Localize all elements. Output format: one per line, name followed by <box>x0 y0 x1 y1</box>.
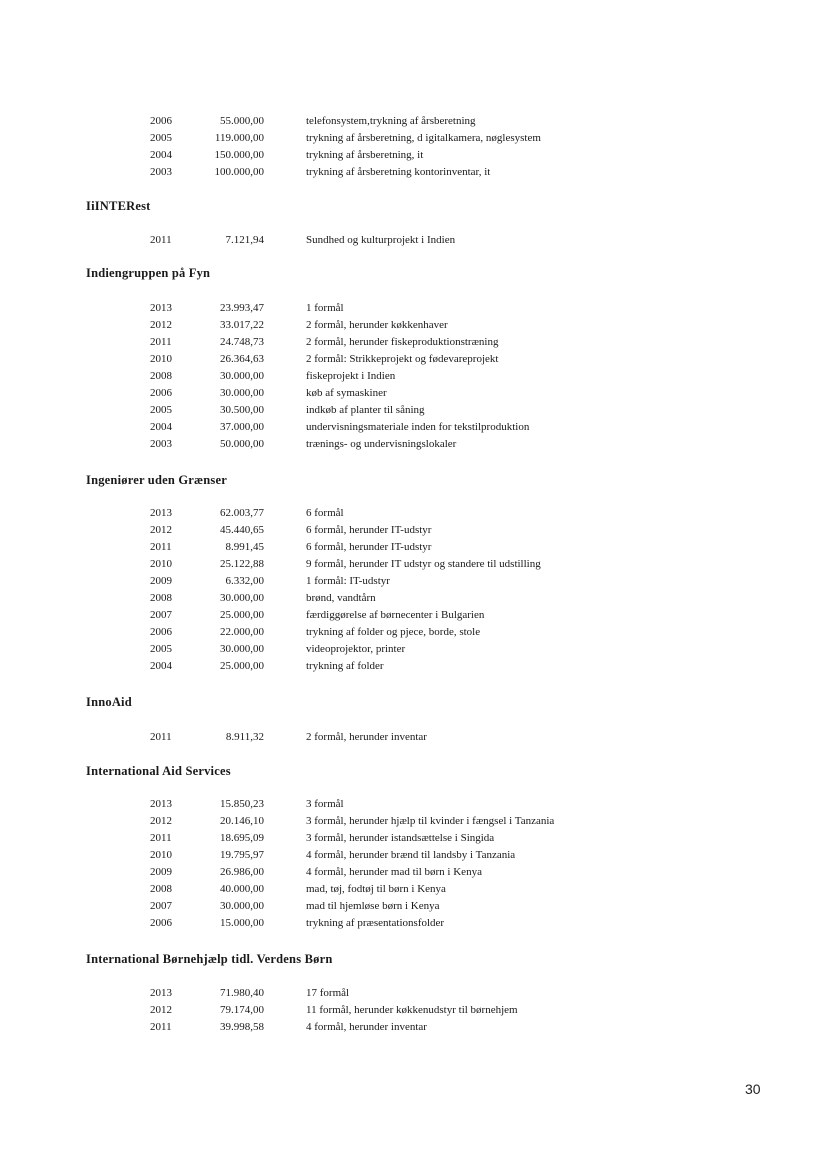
table-row <box>0 917 825 933</box>
year-cell: 2006 <box>150 115 172 127</box>
amount-cell: 23.993,47 <box>220 302 264 314</box>
purpose-cell: telefonsystem,trykning af årsberetning <box>306 115 476 127</box>
purpose-cell: 17 formål <box>306 987 350 999</box>
table-row <box>0 660 825 676</box>
purpose-cell: trykning af folder og pjece, borde, stole <box>306 626 481 638</box>
year-cell: 2007 <box>150 609 172 621</box>
table-row <box>0 353 825 369</box>
year-cell: 2011 <box>150 336 172 348</box>
amount-cell: 8.911,32 <box>225 731 264 743</box>
amount-cell: 30.000,00 <box>220 900 264 912</box>
year-cell: 2006 <box>150 387 172 399</box>
amount-cell: 7.121,94 <box>225 234 264 246</box>
year-cell: 2011 <box>150 541 172 553</box>
year-cell: 2004 <box>150 149 172 161</box>
purpose-cell: mad til hjemløse børn i Kenya <box>306 900 440 912</box>
table-row <box>0 866 825 882</box>
table-row <box>0 541 825 557</box>
year-cell: 2010 <box>150 353 172 365</box>
amount-cell: 40.000,00 <box>220 883 264 895</box>
year-cell: 2012 <box>150 319 172 331</box>
amount-cell: 20.146,10 <box>220 815 264 827</box>
year-cell: 2008 <box>150 883 172 895</box>
table-row <box>0 731 825 747</box>
table-row <box>0 115 825 131</box>
year-cell: 2013 <box>150 302 172 314</box>
year-cell: 2013 <box>150 507 172 519</box>
year-cell: 2009 <box>150 866 172 878</box>
table-row <box>0 1004 825 1020</box>
amount-cell: 26.364,63 <box>220 353 264 365</box>
amount-cell: 30.000,00 <box>220 387 264 399</box>
purpose-cell: trykning af årsberetning, it <box>306 149 424 161</box>
table-row <box>0 336 825 352</box>
amount-cell: 37.000,00 <box>220 421 264 433</box>
year-cell: 2011 <box>150 731 172 743</box>
table-row <box>0 524 825 540</box>
table-row <box>0 149 825 165</box>
purpose-cell: 6 formål <box>306 507 344 519</box>
year-cell: 2006 <box>150 917 172 929</box>
table-row <box>0 421 825 437</box>
year-cell: 2003 <box>150 166 172 178</box>
year-cell: 2008 <box>150 370 172 382</box>
table-row <box>0 592 825 608</box>
purpose-cell: trykning af folder <box>306 660 384 672</box>
org-heading: InnoAid <box>86 695 132 709</box>
purpose-cell: fiskeprojekt i Indien <box>306 370 396 382</box>
year-cell: 2005 <box>150 404 172 416</box>
purpose-cell: trykning af årsberetning kontorinventar, it <box>306 166 491 178</box>
purpose-cell: trykning af årsberetning, d igitalkamera, nøglesystem <box>306 132 541 144</box>
year-cell: 2005 <box>150 643 172 655</box>
amount-cell: 150.000,00 <box>214 149 264 161</box>
purpose-cell: 11 formål, herunder køkkenudstyr til børnehjem <box>306 1004 518 1016</box>
table-row <box>0 370 825 386</box>
purpose-cell: undervisningsmateriale inden for tekstilproduktion <box>306 421 530 433</box>
purpose-cell: 4 formål, herunder brænd til landsby i Tanzania <box>306 849 516 861</box>
amount-cell: 119.000,00 <box>214 132 264 144</box>
amount-cell: 30.000,00 <box>220 592 264 604</box>
table-row <box>0 987 825 1003</box>
purpose-cell: brønd, vandtårn <box>306 592 376 604</box>
amount-cell: 15.000,00 <box>220 917 264 929</box>
year-cell: 2010 <box>150 849 172 861</box>
purpose-cell: trænings- og undervisningslokaler <box>306 438 457 450</box>
amount-cell: 25.000,00 <box>220 660 264 672</box>
purpose-cell: færdiggørelse af børnecenter i Bulgarien <box>306 609 485 621</box>
table-row <box>0 507 825 523</box>
amount-cell: 45.440,65 <box>220 524 264 536</box>
purpose-cell: 3 formål, herunder hjælp til kvinder i fængsel i Tanzania <box>306 815 555 827</box>
amount-cell: 19.795,97 <box>220 849 264 861</box>
amount-cell: 71.980,40 <box>220 987 264 999</box>
purpose-cell: 4 formål, herunder inventar <box>306 1021 427 1033</box>
table-row <box>0 900 825 916</box>
table-row <box>0 643 825 659</box>
table-row <box>0 132 825 148</box>
amount-cell: 30.500,00 <box>220 404 264 416</box>
amount-cell: 30.000,00 <box>220 643 264 655</box>
page-number: 30 <box>745 1081 761 1097</box>
table-row <box>0 1021 825 1037</box>
year-cell: 2007 <box>150 900 172 912</box>
purpose-cell: 2 formål, herunder inventar <box>306 731 427 743</box>
purpose-cell: 6 formål, herunder IT-udstyr <box>306 541 432 553</box>
org-heading: International Aid Services <box>86 764 231 778</box>
year-cell: 2006 <box>150 626 172 638</box>
table-row <box>0 404 825 420</box>
amount-cell: 33.017,22 <box>220 319 264 331</box>
table-row <box>0 609 825 625</box>
amount-cell: 8.991,45 <box>225 541 264 553</box>
table-row <box>0 558 825 574</box>
table-row <box>0 302 825 318</box>
amount-cell: 18.695,09 <box>220 832 264 844</box>
year-cell: 2012 <box>150 1004 172 1016</box>
table-row <box>0 815 825 831</box>
purpose-cell: køb af symaskiner <box>306 387 387 399</box>
amount-cell: 50.000,00 <box>220 438 264 450</box>
table-row <box>0 849 825 865</box>
table-row <box>0 387 825 403</box>
purpose-cell: 2 formål, herunder fiskeproduktionstræning <box>306 336 499 348</box>
purpose-cell: 1 formål: IT-udstyr <box>306 575 390 587</box>
purpose-cell: Sundhed og kulturprojekt i Indien <box>306 234 456 246</box>
year-cell: 2012 <box>150 815 172 827</box>
table-row <box>0 798 825 814</box>
amount-cell: 25.122,88 <box>220 558 264 570</box>
org-heading: Ingeniører uden Grænser <box>86 473 227 487</box>
year-cell: 2009 <box>150 575 172 587</box>
amount-cell: 24.748,73 <box>220 336 264 348</box>
year-cell: 2005 <box>150 132 172 144</box>
amount-cell: 39.998,58 <box>220 1021 264 1033</box>
year-cell: 2010 <box>150 558 172 570</box>
purpose-cell: 1 formål <box>306 302 344 314</box>
purpose-cell: indkøb af planter til såning <box>306 404 425 416</box>
year-cell: 2013 <box>150 798 172 810</box>
year-cell: 2008 <box>150 592 172 604</box>
table-row <box>0 832 825 848</box>
purpose-cell: 4 formål, herunder mad til børn i Kenya <box>306 866 482 878</box>
purpose-cell: 2 formål: Strikkeprojekt og fødevareprojekt <box>306 353 499 365</box>
amount-cell: 62.003,77 <box>220 507 264 519</box>
table-row <box>0 438 825 454</box>
year-cell: 2003 <box>150 438 172 450</box>
purpose-cell: 3 formål, herunder istandsættelse i Singida <box>306 832 495 844</box>
year-cell: 2004 <box>150 660 172 672</box>
amount-cell: 15.850,23 <box>220 798 264 810</box>
table-row <box>0 575 825 591</box>
purpose-cell: 9 formål, herunder IT udstyr og standere til udstilling <box>306 558 541 570</box>
amount-cell: 55.000,00 <box>220 115 264 127</box>
org-heading: Indiengruppen på Fyn <box>86 266 211 280</box>
amount-cell: 25.000,00 <box>220 609 264 621</box>
year-cell: 2011 <box>150 1021 172 1033</box>
year-cell: 2004 <box>150 421 172 433</box>
table-row <box>0 626 825 642</box>
purpose-cell: trykning af præsentationsfolder <box>306 917 445 929</box>
amount-cell: 79.174,00 <box>220 1004 264 1016</box>
purpose-cell: videoprojektor, printer <box>306 643 406 655</box>
amount-cell: 22.000,00 <box>220 626 264 638</box>
year-cell: 2012 <box>150 524 172 536</box>
year-cell: 2011 <box>150 234 172 246</box>
amount-cell: 26.986,00 <box>220 866 264 878</box>
table-row <box>0 883 825 899</box>
org-heading: International Børnehjælp tidl. Verdens Børn <box>86 952 333 966</box>
table-row <box>0 234 825 250</box>
amount-cell: 100.000,00 <box>214 166 264 178</box>
amount-cell: 6.332,00 <box>225 575 264 587</box>
year-cell: 2011 <box>150 832 172 844</box>
table-row <box>0 319 825 335</box>
table-row <box>0 166 825 182</box>
purpose-cell: 2 formål, herunder køkkenhaver <box>306 319 448 331</box>
purpose-cell: 3 formål <box>306 798 344 810</box>
year-cell: 2013 <box>150 987 172 999</box>
amount-cell: 30.000,00 <box>220 370 264 382</box>
purpose-cell: mad, tøj, fodtøj til børn i Kenya <box>306 883 446 895</box>
org-heading: IiINTERest <box>86 199 151 213</box>
purpose-cell: 6 formål, herunder IT-udstyr <box>306 524 432 536</box>
